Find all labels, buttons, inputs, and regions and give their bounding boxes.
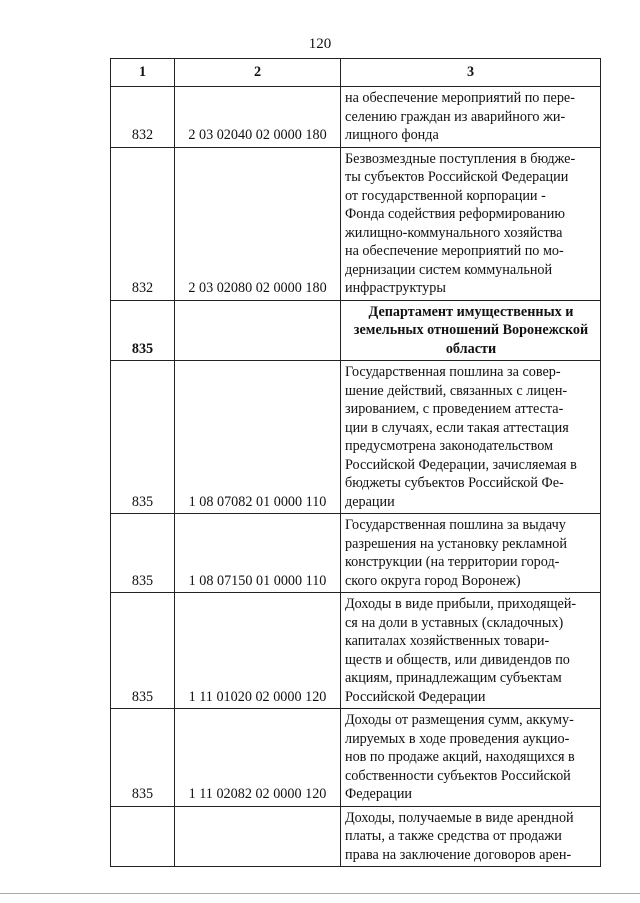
description-line: капиталах хозяйственных товари- xyxy=(345,633,550,649)
admin-code-cell: 835 xyxy=(111,593,175,709)
table-row xyxy=(111,709,601,807)
description-cell xyxy=(341,806,601,867)
budget-code-cell: 1 08 07082 01 0000 110 xyxy=(175,361,341,514)
header-col-3: 3 xyxy=(341,59,601,87)
description-line: Безвозмездные поступления в бюдже- xyxy=(345,150,576,167)
description-line: Российской Федерации, зачисляемая в xyxy=(345,456,577,473)
budget-code-cell: 1 11 02082 02 0000 120 xyxy=(175,709,341,807)
description-line: от государственной корпорации - xyxy=(345,187,546,204)
revenue-codes-table xyxy=(110,58,601,867)
budget-code-cell: 1 11 01020 02 0000 120 xyxy=(175,593,341,709)
description-line: Доходы от размещения сумм, аккуму- xyxy=(345,712,574,728)
budget-code-cell xyxy=(175,300,341,361)
description-cell xyxy=(341,361,601,514)
department-name-line: области xyxy=(445,340,497,357)
description-line: ся на доли в уставных (складочных) xyxy=(345,614,564,631)
description-line: права на заключение договоров арен- xyxy=(345,846,572,863)
description-line: Российской Федерации xyxy=(345,688,486,705)
admin-code-cell: 835 xyxy=(111,514,175,593)
description-line: Федерации xyxy=(345,786,413,802)
description-line: дернизации систем коммунальной xyxy=(345,261,553,278)
description-line: собственности субъектов Российской xyxy=(345,767,571,784)
description-line: на обеспечение мероприятий по мо- xyxy=(345,243,564,259)
description-line: на обеспечение мероприятий по пере- xyxy=(345,90,575,106)
admin-code-cell xyxy=(111,806,175,867)
department-name-line: Департамент имущественных и xyxy=(368,303,574,320)
description-line: платы, а также средства от продажи xyxy=(345,828,562,844)
table-header-row xyxy=(111,59,601,87)
table-row xyxy=(111,147,601,300)
description-cell xyxy=(341,87,601,148)
budget-code-cell: 2 03 02040 02 0000 180 xyxy=(175,87,341,148)
description-line: Доходы, получаемые в виде арендной xyxy=(345,809,574,826)
budget-code-cell: 1 08 07150 01 0000 110 xyxy=(175,514,341,593)
description-line: ции в случаях, если такая аттестация xyxy=(345,419,569,436)
description-line: Доходы в виде прибыли, приходящей- xyxy=(345,596,577,612)
table-row xyxy=(111,514,601,593)
page-number: 120 xyxy=(308,36,332,52)
description-line: бюджеты субъектов Российской Фе- xyxy=(345,475,564,491)
description-cell xyxy=(341,593,601,709)
description-line: селению граждан из аварийного жи- xyxy=(345,108,566,125)
description-line: шение действий, связанных с лицен- xyxy=(345,382,568,399)
description-line: нов по продаже акций, находящихся в xyxy=(345,749,575,765)
description-line: конструкции (на территории город- xyxy=(345,554,560,570)
description-cell xyxy=(341,709,601,807)
header-col-2: 2 xyxy=(175,59,341,87)
description-line: зированием, с проведением аттеста- xyxy=(345,401,564,417)
page-bottom-divider xyxy=(0,893,640,894)
table-row xyxy=(111,87,601,148)
table-row xyxy=(111,806,601,867)
description-line: предусмотрена законодательством xyxy=(345,438,554,454)
admin-code-cell: 835 xyxy=(111,709,175,807)
department-name-cell xyxy=(341,300,601,361)
description-line: дерации xyxy=(345,493,395,510)
description-line: Государственная пошлина за совер- xyxy=(345,364,561,380)
budget-code-cell: 2 03 02080 02 0000 180 xyxy=(175,147,341,300)
description-line: жилищно-коммунального хозяйства xyxy=(345,224,563,241)
department-name-line: земельных отношений Воронежской xyxy=(353,322,589,338)
description-line: разрешения на установку рекламной xyxy=(345,535,567,552)
description-line: Фонда содействия реформированию xyxy=(345,206,565,222)
admin-code-cell: 832 xyxy=(111,87,175,148)
description-line: Государственная пошлина за выдачу xyxy=(345,517,566,533)
description-line: ты субъектов Российской Федерации xyxy=(345,169,569,185)
description-line: ществ и обществ, или дивидендов по xyxy=(345,651,570,668)
admin-code-cell: 835 xyxy=(111,361,175,514)
admin-code-cell: 832 xyxy=(111,147,175,300)
table-row xyxy=(111,361,601,514)
description-line: ского округа город Воронеж) xyxy=(345,572,521,589)
description-line: инфраструктуры xyxy=(345,280,446,296)
admin-code-cell: 835 xyxy=(111,300,175,361)
description-cell xyxy=(341,147,601,300)
department-heading-row xyxy=(111,300,601,361)
description-line: акциям, принадлежащим субъектам xyxy=(345,670,562,686)
header-col-1: 1 xyxy=(111,59,175,87)
table-row xyxy=(111,593,601,709)
description-line: лируемых в ходе проведения аукцио- xyxy=(345,730,570,747)
description-cell xyxy=(341,514,601,593)
budget-code-cell xyxy=(175,806,341,867)
description-line: лищного фонда xyxy=(345,127,439,143)
